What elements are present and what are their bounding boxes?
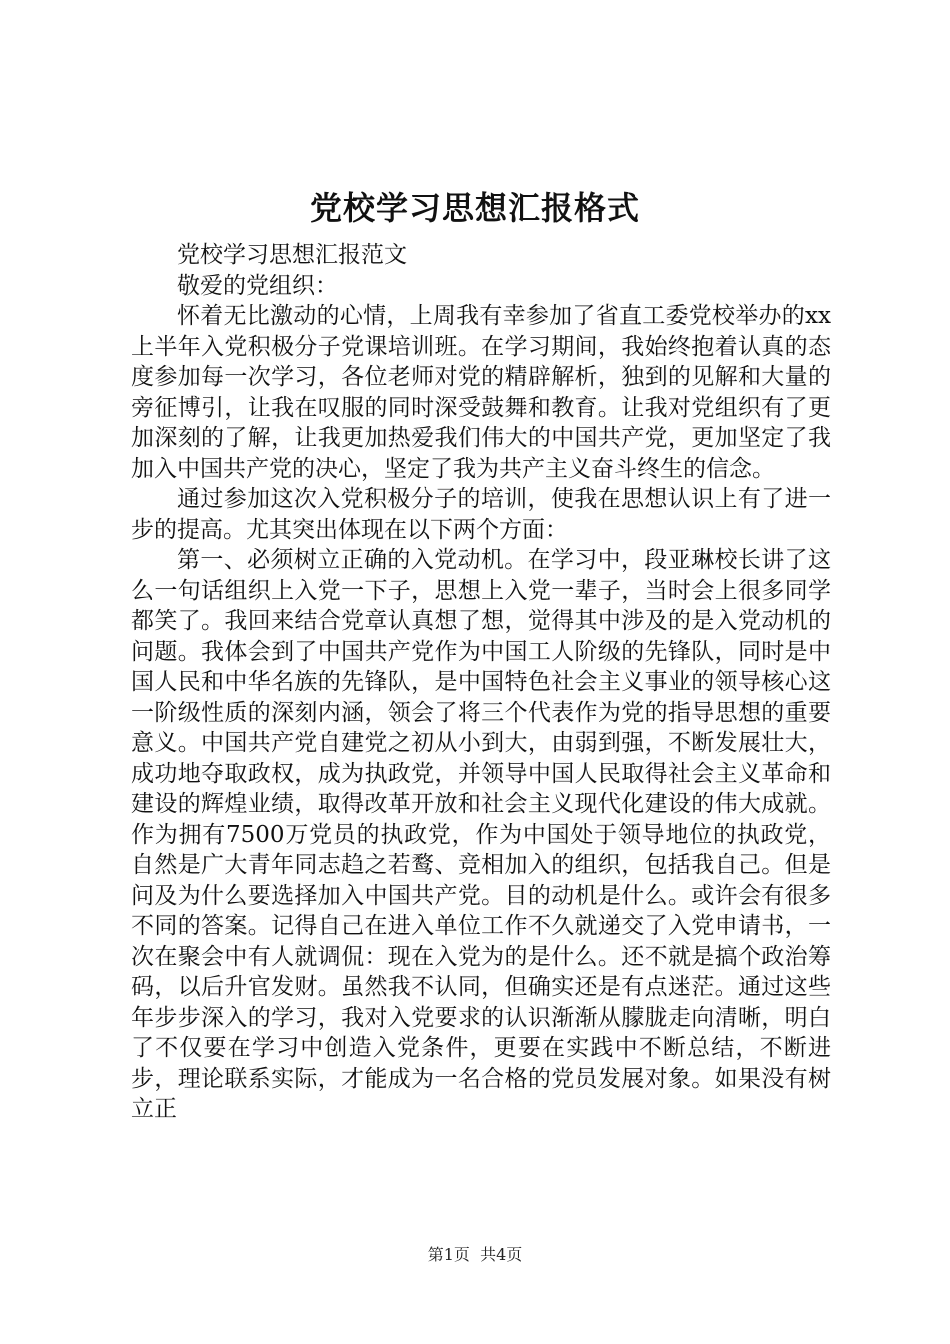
page-number: 第1页 [427,1245,470,1264]
paragraph: 通过参加这次入党积极分子的培训，使我在思想认识上有了进一步的提高。尤其突出体现在以下两个方面： [131,486,831,543]
paragraph: 第一、必须树立正确的入党动机。在学习中，段亚琳校长讲了这么一句话组织上入党一下子，思想上入党一辈子，当时会上很多同学都笑了。我回来结合党章认真想了想，觉得其中涉及的是入党动机的问题。我体会到了中国共产党作为中国工人阶级的先锋队，同时是中国人民和中华名族的先锋队，是中国特色社会主义事业的领导核心这一阶级性质的深刻内涵，领会了将三个代表作为党的指导思想的重要意义。中国共产党自建党之初从小到大，由弱到强，不断发展壮大，成功地夺取政权，成为执政党，并领导中国人民取得社会主义革命和建设的辉煌业绩，取得改革开放和社会主义现代化建设的伟大成就。作为拥有7500万党员的执政党，作为中国处于领导地位的执政党，自然是广大青年同志趋之若鹜、竞相加入的组织，包括我自己。但是问及为什么要选择加入中国共产党。目的动机是什么。或许会有很多不同的答案。记得自己在进入单位工作不久就递交了入党申请书，一次在聚会中有人就调侃：现在入党为的是什么。还不就是搞个政治筹码，以后升官发财。虽然我不认同，但确实还是有点迷茫。通过这些年步步深入的学习，我对入党要求的认识渐渐从朦胧走向清晰，明白了不仅要在学习中创造入党条件，更要在实践中不断总结，不断进步，理论联系实际，才能成为一名合格的党员发展对象。如果没有树立正 [131,547,831,1122]
paragraph-salutation: 敬爱的党组织： [177,272,338,299]
page-total: 共4页 [480,1245,523,1264]
footer-spacer [470,1245,480,1264]
document-body [131,240,831,1125]
page-footer [0,1244,950,1266]
paragraph-heading: 党校学习思想汇报范文 [177,242,407,268]
document-title: 党校学习思想汇报格式 [309,189,640,227]
paragraph: 怀着无比激动的心情，上周我有幸参加了省直工委党校举办的xx上半年入党积极分子党课培训班。在学习期间，我始终抱着认真的态度参加每一次学习，各位老师对党的精辟解析，独到的见解和大量的旁征博引，让我在叹服的同时深受鼓舞和教育。让我对党组织有了更加深刻的了解，让我更加热爱我们伟大的中国共产党，更加坚定了我加入中国共产党的决心，坚定了我为共产主义奋斗终生的信念。 [131,303,831,482]
